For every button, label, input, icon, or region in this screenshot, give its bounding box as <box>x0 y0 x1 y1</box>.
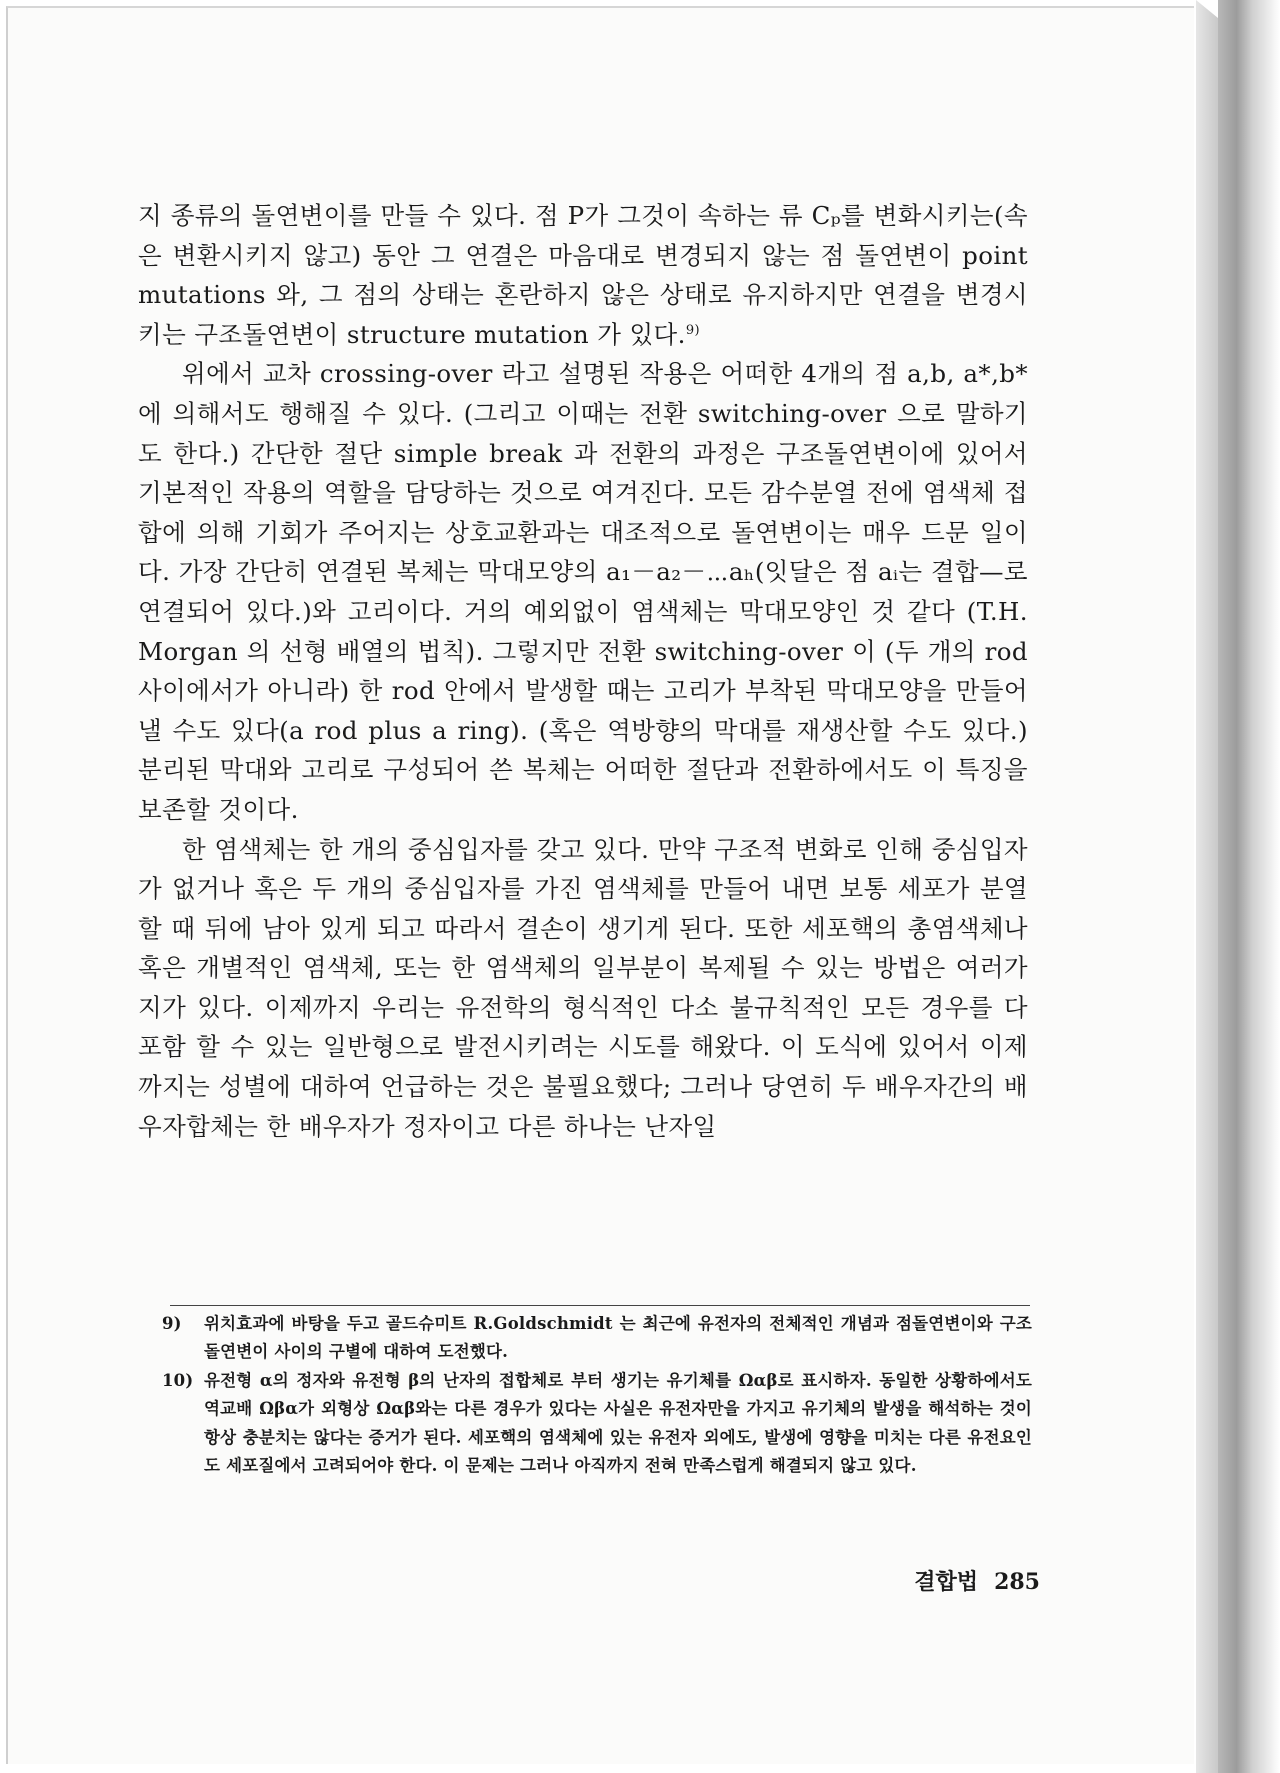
footnotes <box>162 1310 1032 1480</box>
footnote-number: 9) <box>162 1314 182 1333</box>
page-edge-stack <box>1218 0 1280 1773</box>
footnote-text: 위치효과에 바탕을 두고 골드슈미트 R.Goldschmidt 는 최근에 유전자의 전체적인 개념과 점돌연변이와 구조돌연변이 사이의 구별에 대하여 도전했다. <box>204 1314 1032 1362</box>
body-text <box>138 196 1028 1146</box>
paragraph-3: 한 염색체는 한 개의 중심입자를 갖고 있다. 만약 구조적 변화로 인해 중심입자가 없거나 혹은 두 개의 중심입자를 가진 염색체를 만들어 내면 보통 세포가 분열할 때 뒤에 남아 있게 되고 따라서 결손이 생기게 된다. 또한 세포핵의 총염색체나 혹은 개별적인 염색체, 또는 한 염색체의 일부분이 복제될 수 있는 방법은 여러가지가 있다. 이제까지 우리는 유전학의 형식적인 다소 불규칙적인 모든 경우를 다 포함 할 수 있는 일반형으로 발전시키려는 시도를 해왔다. 이 도식에 있어서 이제까지는 성별에 대하여 언급하는 것은 불필요했다; 그러나 당연히 두 배우자간의 배우자합체는 한 배우자가 정자이고 다른 하나는 난자일 <box>138 834 1028 1141</box>
paragraph-1 <box>138 196 1028 354</box>
running-foot-section: 결합법 <box>914 1569 979 1595</box>
running-footer <box>860 1565 1040 1596</box>
page-number: 285 <box>994 1569 1040 1595</box>
page-fold <box>1196 0 1218 1773</box>
paragraph-2: 위에서 교차 crossing-over 라고 설명된 작용은 어떠한 4개의 점 a,b, a*,b*에 의해서도 행해질 수 있다. (그리고 이때는 전환 switching-over 으로 말하기도 한다.) 간단한 절단 simple break 과 전환의 과정은 구조돌연변이에 있어서 기본적인 작용의 역할을 담당하는 것으로 여겨진다. 모든 감수분열 전에 염색체 접합에 의해 기회가 주어지는 상호교환과는 대조적으로 돌연변이는 매우 드문 일이다. 가장 간단히 연결된 복체는 막대모양의 a₁－a₂－⋯aₕ(잇달은 점 aᵢ는 결합—로 연결되어 있다.)와 고리이다. 거의 예외없이 염색체는 막대모양인 것 같다 (T.H. Morgan 의 선형 배열의 법칙). 그렇지만 전환 switching-over 이 (두 개의 rod 사이에서가 아니라) 한 rod 안에서 발생할 때는 고리가 부착된 막대모양을 만들어낼 수도 있다(a rod plus a ring). (혹은 역방향의 막대를 재생산할 수도 있다.) 분리된 막대와 고리로 구성되어 쓴 복체는 어떠한 절단과 전환하에서도 이 특징을 보존할 것이다. <box>138 359 1028 824</box>
footnote-10 <box>162 1367 1032 1481</box>
footnote-9 <box>162 1310 1032 1367</box>
footnote-divider <box>170 1305 1030 1306</box>
footnote-ref-9: 9) <box>685 322 700 338</box>
paragraph-1-text: 지 종류의 돌연변이를 만들 수 있다. 점 P가 그것이 속하는 류 Cₚ를 변화시키는(속은 변환시키지 않고) 동안 그 연결은 마음대로 변경되지 않는 점 돌연변이 point mutations 와, 그 점의 상태는 혼란하지 않은 상태로 유지하지만 연결을 변경시키는 구조돌연변이 structure mutation 가 있다. <box>138 201 1028 349</box>
footnote-text: 유전형 α의 정자와 유전형 β의 난자의 접합체로 부터 생기는 유기체를 Ωαβ로 표시하자. 동일한 상황하에서도 역교배 Ωβα가 외형상 Ωαβ와는 다른 경우가 있다는 사실은 유전자만을 가지고 유기체의 발생을 해석하는 것이 항상 충분치는 않다는 증거가 된다. 세포핵의 염색체에 있는 유전자 외에도, 발생에 영향을 미치는 다른 유전요인도 세포질에서 고려되어야 한다. 이 문제는 그러나 아직까지 전혀 만족스럽게 해결되지 않고 있다. <box>204 1370 1032 1476</box>
footnote-number: 10) <box>162 1370 194 1390</box>
